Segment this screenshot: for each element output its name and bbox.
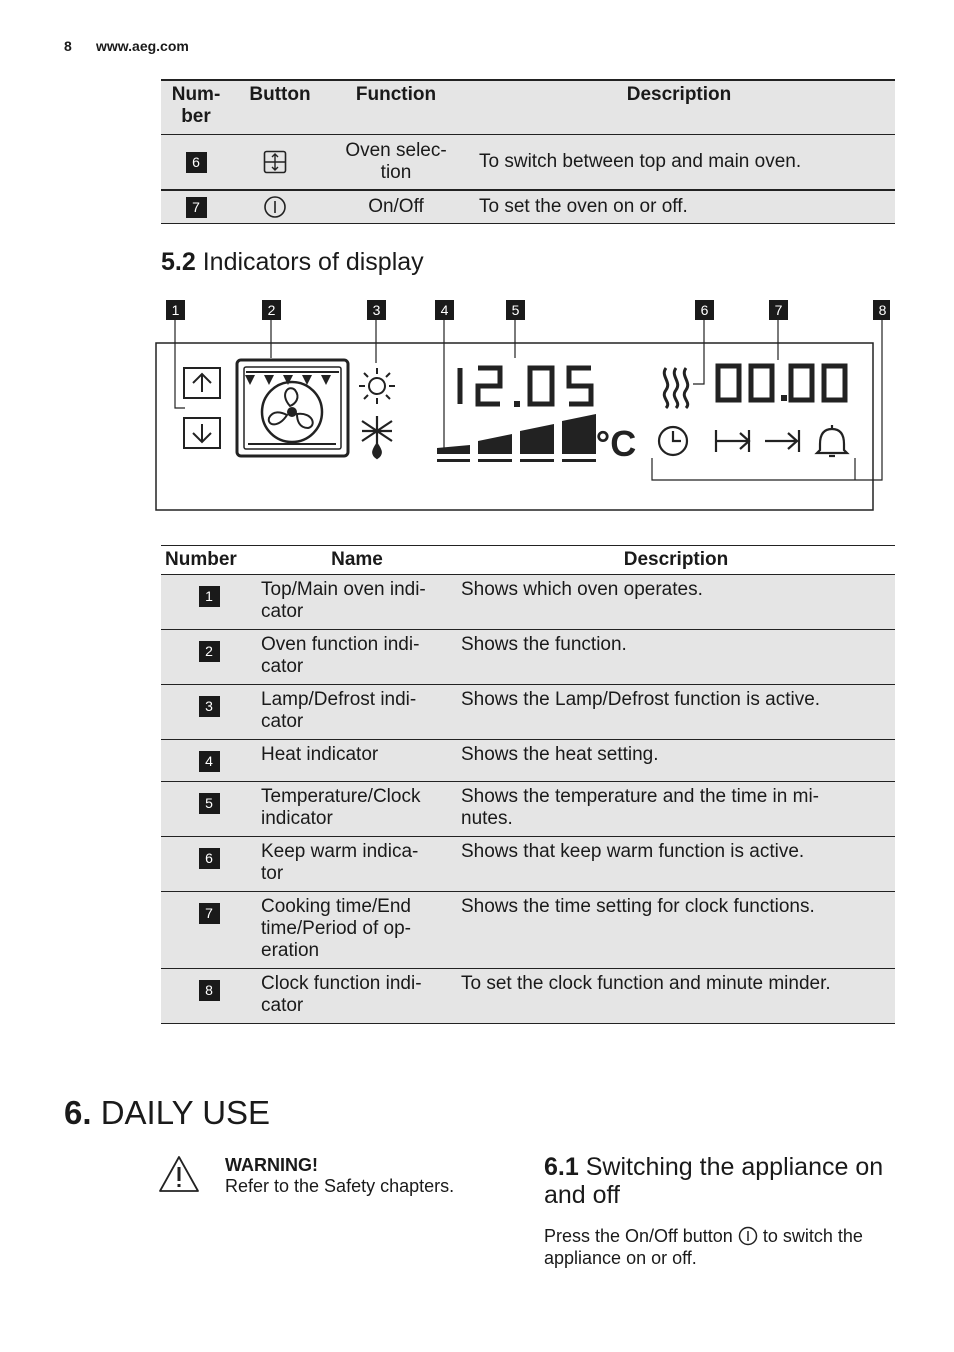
col-description: Description <box>457 546 895 575</box>
indicator-name: Lamp/Defrost indi- cator <box>257 685 457 740</box>
indicator-description: Shows the time setting for clock functions. <box>457 892 895 969</box>
section-title: Switching the appliance on and off <box>544 1153 884 1209</box>
description-text: To set the oven on or off. <box>463 190 895 224</box>
number-badge: 4 <box>199 751 220 772</box>
indicator-description: Shows which oven operates. <box>457 575 895 630</box>
svg-text:7: 7 <box>774 302 783 318</box>
col-function: Function <box>329 80 463 135</box>
chapter-heading <box>64 1094 270 1132</box>
col-number: Number <box>161 546 257 575</box>
down-arrow-icon <box>184 418 220 448</box>
power-icon <box>738 1226 758 1246</box>
table-row <box>161 685 895 740</box>
warning-text: Refer to the Safety chapters. <box>225 1176 455 1196</box>
callout-1 <box>166 300 185 320</box>
table-row <box>161 892 895 969</box>
table-row <box>161 740 895 782</box>
section-heading <box>544 1153 904 1209</box>
indicators-table <box>161 545 895 1024</box>
table-row <box>161 135 895 190</box>
power-icon <box>263 195 287 219</box>
col-name: Name <box>257 546 457 575</box>
number-badge: 3 <box>199 696 220 717</box>
temperature-unit: °C <box>595 423 637 464</box>
description-text: To switch between top and main oven. <box>463 135 895 190</box>
indicator-name: Temperature/Clock indicator <box>257 782 457 837</box>
end-time-icon <box>765 430 799 452</box>
section-number: 6.1 <box>544 1153 579 1181</box>
number-badge: 6 <box>186 152 207 173</box>
number-badge: 7 <box>186 197 207 218</box>
up-arrow-icon <box>184 368 220 398</box>
table-row <box>161 575 895 630</box>
col-button: Button <box>231 80 329 135</box>
number-badge: 6 <box>199 848 220 869</box>
svg-text:1: 1 <box>171 302 180 318</box>
indicator-description: Shows that keep warm function is active. <box>457 837 895 892</box>
section-body <box>544 1225 904 1269</box>
heat-bars-icon <box>437 414 596 462</box>
fan-icon <box>237 360 348 456</box>
defrost-icon <box>362 416 392 458</box>
warning-icon <box>158 1155 200 1193</box>
indicator-name: Clock function indi- cator <box>257 969 457 1024</box>
indicator-description: Shows the temperature and the time in mi- nutes. <box>457 782 895 837</box>
svg-text:3: 3 <box>372 302 381 318</box>
section-title: Indicators of display <box>202 248 424 276</box>
number-badge: 8 <box>199 980 220 1001</box>
table-row <box>161 837 895 892</box>
chapter-title: DAILY USE <box>100 1094 271 1131</box>
svg-text:6: 6 <box>700 302 709 318</box>
section-number: 5.2 <box>161 248 196 276</box>
oven-selection-icon <box>263 150 287 174</box>
temperature-clock-digits <box>460 368 591 407</box>
body-text-after: to switch the appliance on or off. <box>544 1226 863 1268</box>
number-badge: 1 <box>199 586 220 607</box>
indicator-name: Oven function indi- cator <box>257 630 457 685</box>
display-diagram <box>155 298 890 513</box>
clock-icon <box>659 427 687 455</box>
table-row <box>161 630 895 685</box>
table-row <box>161 190 895 224</box>
callout-5 <box>506 300 525 320</box>
body-text-before: Press the On/Off button <box>544 1226 733 1246</box>
section-heading <box>161 248 424 277</box>
duration-icon <box>716 430 749 452</box>
callout-8 <box>873 300 890 320</box>
svg-text:4: 4 <box>440 302 449 318</box>
callout-4 <box>435 300 454 320</box>
function-text: Oven selec- tion <box>329 135 463 190</box>
col-number: Num- ber <box>161 80 231 135</box>
table-row <box>161 969 895 1024</box>
callout-7 <box>769 300 788 320</box>
number-badge: 5 <box>199 793 220 814</box>
svg-text:8: 8 <box>878 302 887 318</box>
callout-2 <box>262 300 281 320</box>
callout-6 <box>695 300 714 320</box>
col-description: Description <box>463 80 895 135</box>
svg-text:2: 2 <box>267 302 276 318</box>
indicator-description: To set the clock function and minute minder. <box>457 969 895 1024</box>
indicator-description: Shows the function. <box>457 630 895 685</box>
number-badge: 2 <box>199 641 220 662</box>
chapter-number: 6. <box>64 1094 92 1131</box>
time-digits <box>718 366 845 401</box>
indicator-name: Cooking time/End time/Period of op- eration <box>257 892 457 969</box>
website-link[interactable]: www.aeg.com <box>96 38 189 54</box>
indicator-description: Shows the Lamp/Defrost function is active. <box>457 685 895 740</box>
table-row <box>161 782 895 837</box>
indicator-name: Keep warm indica- tor <box>257 837 457 892</box>
lamp-icon <box>359 368 395 404</box>
number-badge: 7 <box>199 903 220 924</box>
keep-warm-icon <box>664 368 687 408</box>
indicator-name: Top/Main oven indi- cator <box>257 575 457 630</box>
warning-title: WARNING! <box>225 1155 318 1175</box>
page-number: 8 <box>64 38 72 54</box>
indicator-name: Heat indicator <box>257 740 457 782</box>
svg-text:5: 5 <box>511 302 520 318</box>
buttons-table <box>161 79 895 224</box>
indicator-description: Shows the heat setting. <box>457 740 895 782</box>
function-text: On/Off <box>329 190 463 224</box>
bell-icon <box>817 425 847 456</box>
callout-3 <box>367 300 386 320</box>
